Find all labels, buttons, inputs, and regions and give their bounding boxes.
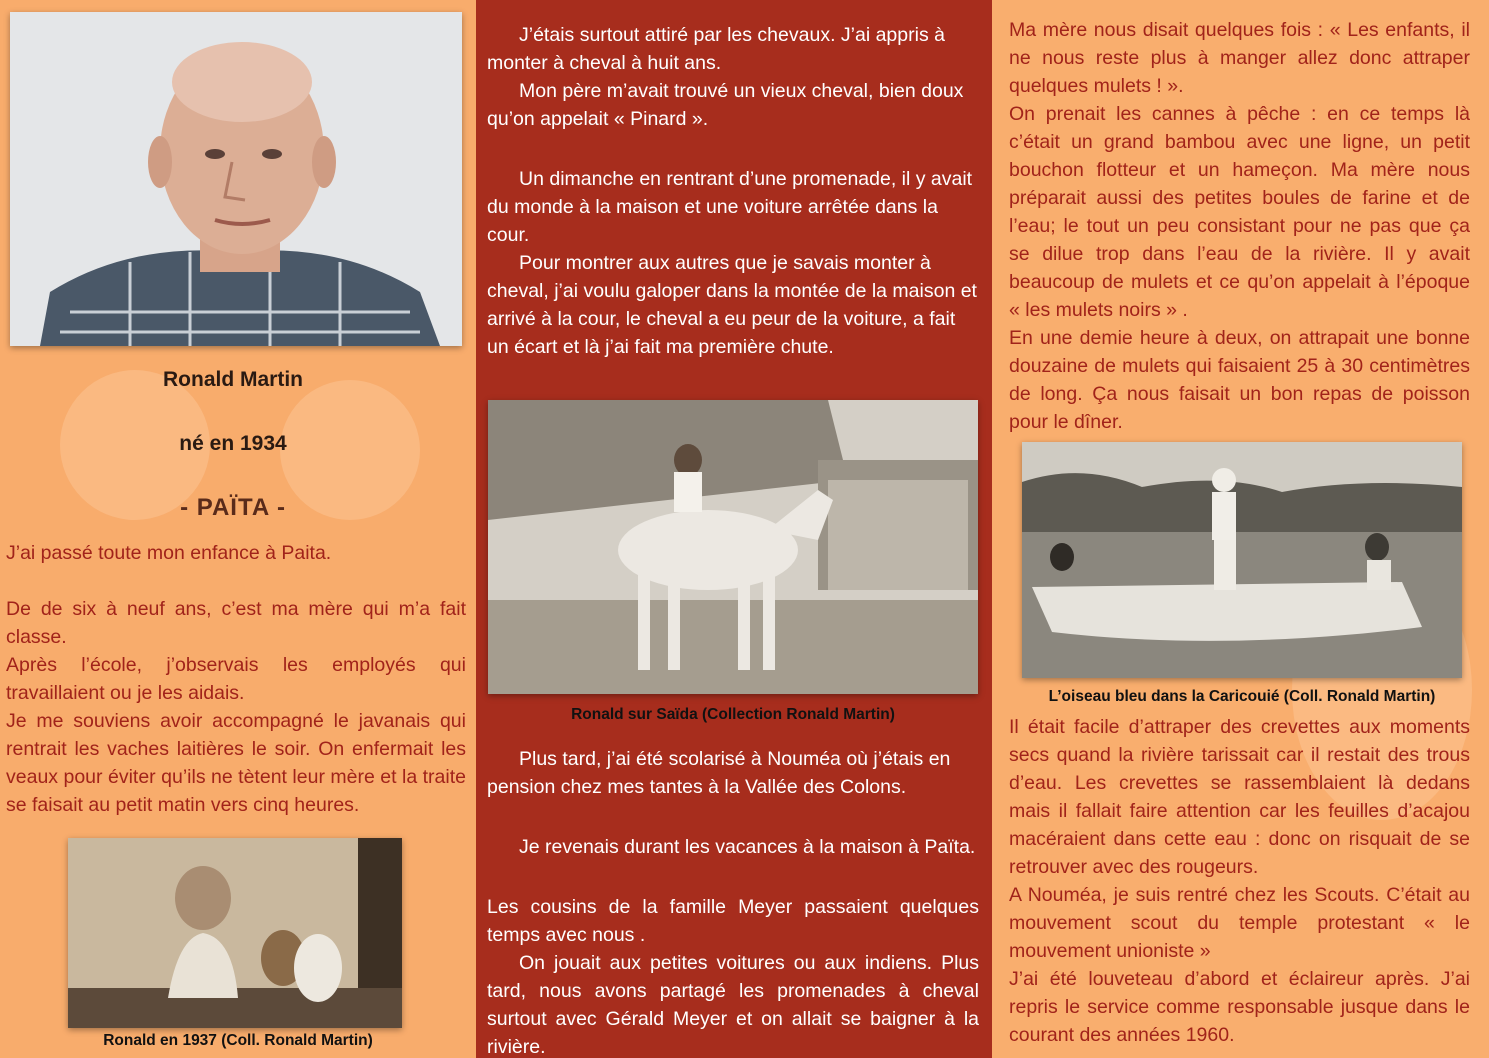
horse-photo-caption: Ronald sur Saïda (Collection Ronald Martin) xyxy=(571,706,895,723)
right-bottom-text xyxy=(1009,713,1470,1049)
middle-column xyxy=(476,0,992,1058)
paragraph: J’ai passé toute mon enfance à Paita. xyxy=(6,542,332,564)
paragraph: Mon père m’avait trouvé un vieux cheval, bien doux qu’on appelait « Pinard ». xyxy=(487,80,964,130)
paragraph: On jouait aux petites voitures ou aux indiens. Plus tard, nous avons partagé les promenades à cheval surtout avec Gérald Meyer et on allait se baigner à la rivière. xyxy=(487,952,979,1058)
paragraph: Plus tard, j’ai été scolarisé à Nouméa où j’étais en pension chez mes tantes à la Vallée des Colons. xyxy=(487,748,951,798)
paragraph: Il était facile d’attraper des crevettes aux moments secs quand la rivière tarissait car il restait des trous d’eau. Les crevettes se rassemblaient là dedans mais il fallait faire attention car les feuilles d’acajou macéraient dans cette eau : donc on risquait de se retrouver avec des rougeurs. xyxy=(1009,716,1470,878)
left-text-block xyxy=(6,539,466,819)
middle-top-text xyxy=(487,21,979,361)
paragraph: J’ai été louveteau d’abord et éclaireur après. J’ai repris le service comme responsable jusque dans le courant des années 1960. xyxy=(1009,968,1470,1046)
paragraph: En une demie heure à deux, on attrapait une bonne douzaine de mulets qui faisaient 25 à 30 centimètres de long. Ça nous faisait un bon repas de poisson pour le dîner. xyxy=(1009,327,1470,433)
right-column xyxy=(992,0,1489,1058)
paragraph: On prenait les cannes à pêche : en ce temps là c’était un grand bambou avec une ligne, un petit bouchon flotteur et un hameçon. Ma mère nous préparait aussi des petites boules de farine et de l’eau; le tout un peu consistant pour ne pas que ça se dilue trop dans l’eau de la rivière. Il y avait beaucoup de mulets et ce qu’on appelait à l’époque « les mulets noirs » . xyxy=(1009,103,1470,321)
portrait-photo xyxy=(10,12,462,346)
paragraph: Après l’école, j’observais les employés qui travaillaient ou je les aidais. xyxy=(6,654,466,704)
paragraph: Je me souviens avoir accompagné le javanais qui rentrait les vaches laitières le soir. On enfermait les veaux pour éviter qu’ils ne tètent leur mère et la traite se faisait au petit matin vers cinq heures. xyxy=(6,710,466,816)
place-title: - PAÏTA - xyxy=(180,494,286,521)
right-top-text xyxy=(1009,16,1470,436)
childhood-photo xyxy=(68,838,402,1028)
boat-photo xyxy=(1022,442,1462,678)
horse-photo xyxy=(488,400,978,694)
paragraph: A Nouméa, je suis rentré chez les Scouts. C’était au mouvement scout du temple protestant « le mouvement unioniste » xyxy=(1009,884,1470,962)
paragraph: Les cousins de la famille Meyer passaient quelques temps avec nous . xyxy=(487,896,979,946)
paragraph: Ma mère nous disait quelques fois : « Les enfants, il ne nous reste plus à manger allez donc attraper quelques mulets ! ». xyxy=(1009,19,1470,97)
paragraph: Pour montrer aux autres que je savais monter à cheval, j’ai voulu galoper dans la montée de la maison et arrivé à la cour, le cheval a eu peur de la voiture, a fait un écart et là j’ai fait ma première chute. xyxy=(487,252,977,358)
paragraph: Un dimanche en rentrant d’une promenade, il y avait du monde à la maison et une voiture arrêtée dans la cour. xyxy=(487,168,973,246)
person-name: Ronald Martin xyxy=(163,368,303,391)
left-column xyxy=(0,0,476,1058)
paragraph: J’étais surtout attiré par les chevaux. J’ai appris à monter à cheval à huit ans. xyxy=(487,24,945,74)
childhood-photo-caption: Ronald en 1937 (Coll. Ronald Martin) xyxy=(103,1032,373,1049)
paragraph: Je revenais durant les vacances à la maison à Païta. xyxy=(519,836,976,858)
middle-bottom-text xyxy=(487,745,979,1058)
birth-year: né en 1934 xyxy=(179,432,287,455)
boat-photo-caption: L’oiseau bleu dans la Caricouié (Coll. Ronald Martin) xyxy=(1048,688,1436,705)
paragraph: De de six à neuf ans, c’est ma mère qui m’a fait classe. xyxy=(6,598,466,648)
